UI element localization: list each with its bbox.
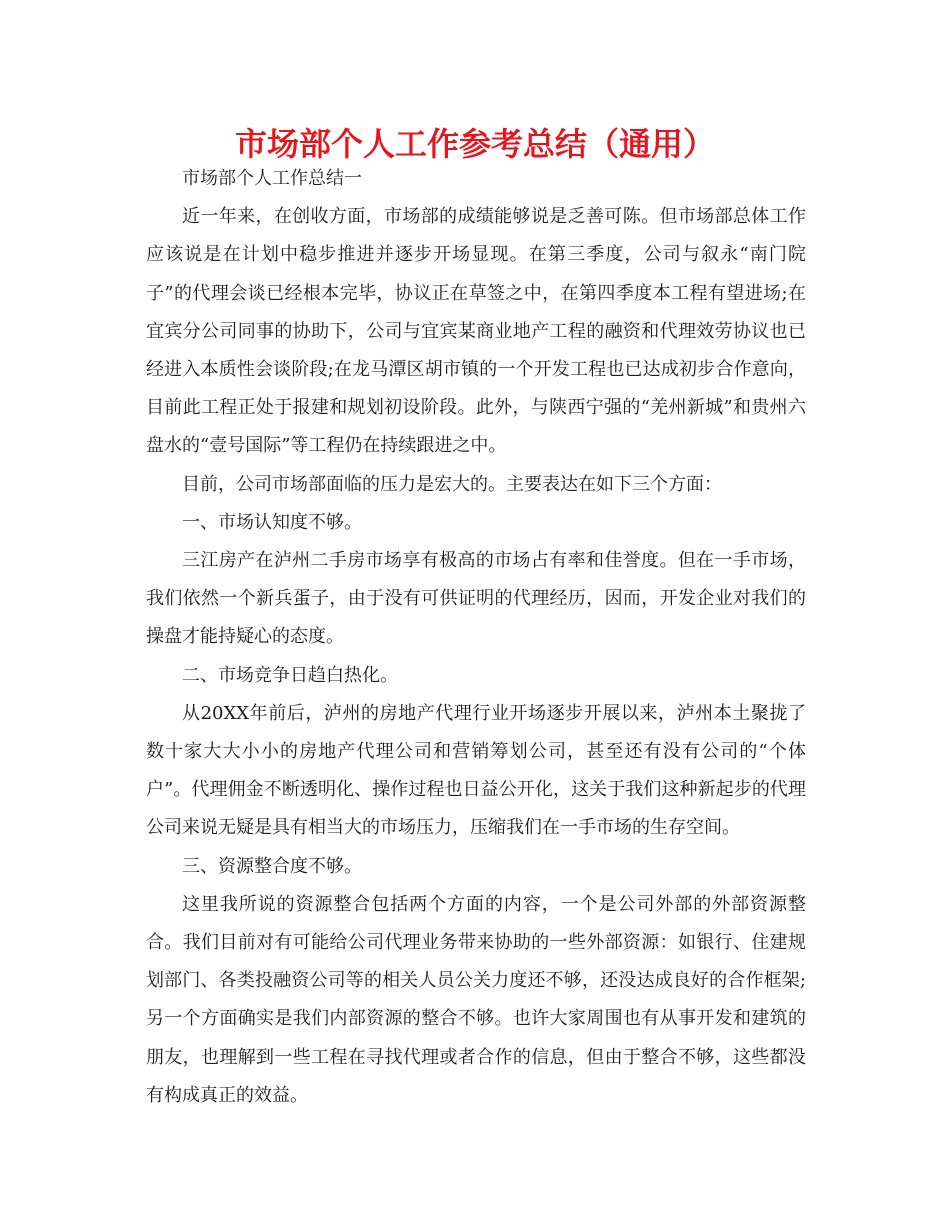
list-heading: 三、资源整合度不够。 [182,855,362,877]
document-title: 市场部个人工作参考总结（通用） [234,125,715,163]
list-heading: 一、市场认知度不够。 [182,511,362,533]
section-heading: 市场部个人工作总结一 [182,168,362,189]
paragraph: 三江房产在泸州二手房市场享有极高的市场占有率和佳誉度。但在一手市场，我们依然一个新兵蛋子，由于没有可供证明的代理经历，因而，开发企业对我们的操盘才能持疑心的态度。 [146,550,806,648]
paragraph: 这里我所说的资源整合包括两个方面的内容，一个是公司外部的外部资源整合。我们目前对有可能给公司代理业务带来协助的一些外部资源：如银行、住建规划部门、各类投融资公司等的相关人员公关力度还不够，还没达成良好的合作框架;另一个方面确实是我们内部资源的整合不够。也许大家周围也有从事开发和建筑的朋友，也理解到一些工程在寻找代理或者合作的信息，但由于整合不够，这些都没有构成真正的效益。 [146,893,806,1106]
document-body [146,160,806,1115]
paragraph: 从20XX年前后，泸州的房地产代理行业开场逐步开展以来，泸州本土聚拢了数十家大大小小的房地产代理公司和营销筹划公司，甚至还有没有公司的“个体户”。代理佣金不断透明化、操作过程也日益公开化，这关于我们这种新起步的代理公司来说无疑是具有相当大的市场压力，压缩我们在一手市场的生存空间。 [146,702,806,839]
paragraph: 近一年来，在创收方面，市场部的成绩能够说是乏善可陈。但市场部总体工作应该说是在计划中稳步推进并逐步开场显现。在第三季度，公司与叙永“南门院子”的代理会谈已经根本完毕，协议正在草签之中，在第四季度本工程有望进场;在宜宾分公司同事的协助下，公司与宜宾某商业地产工程的融资和代理效劳协议也已经进入本质性会谈阶段;在龙马潭区胡市镇的一个开发工程也已达成初步合作意向，目前此工程正处于报建和规划初设阶段。此外，与陕西宁强的“羌州新城”和贵州六盘水的“壹号国际”等工程仍在持续跟进之中。 [146,206,806,457]
paragraph: 目前，公司市场部面临的压力是宏大的。主要表达在如下三个方面： [182,473,722,495]
list-heading: 二、市场竞争日趋白热化。 [182,664,398,686]
